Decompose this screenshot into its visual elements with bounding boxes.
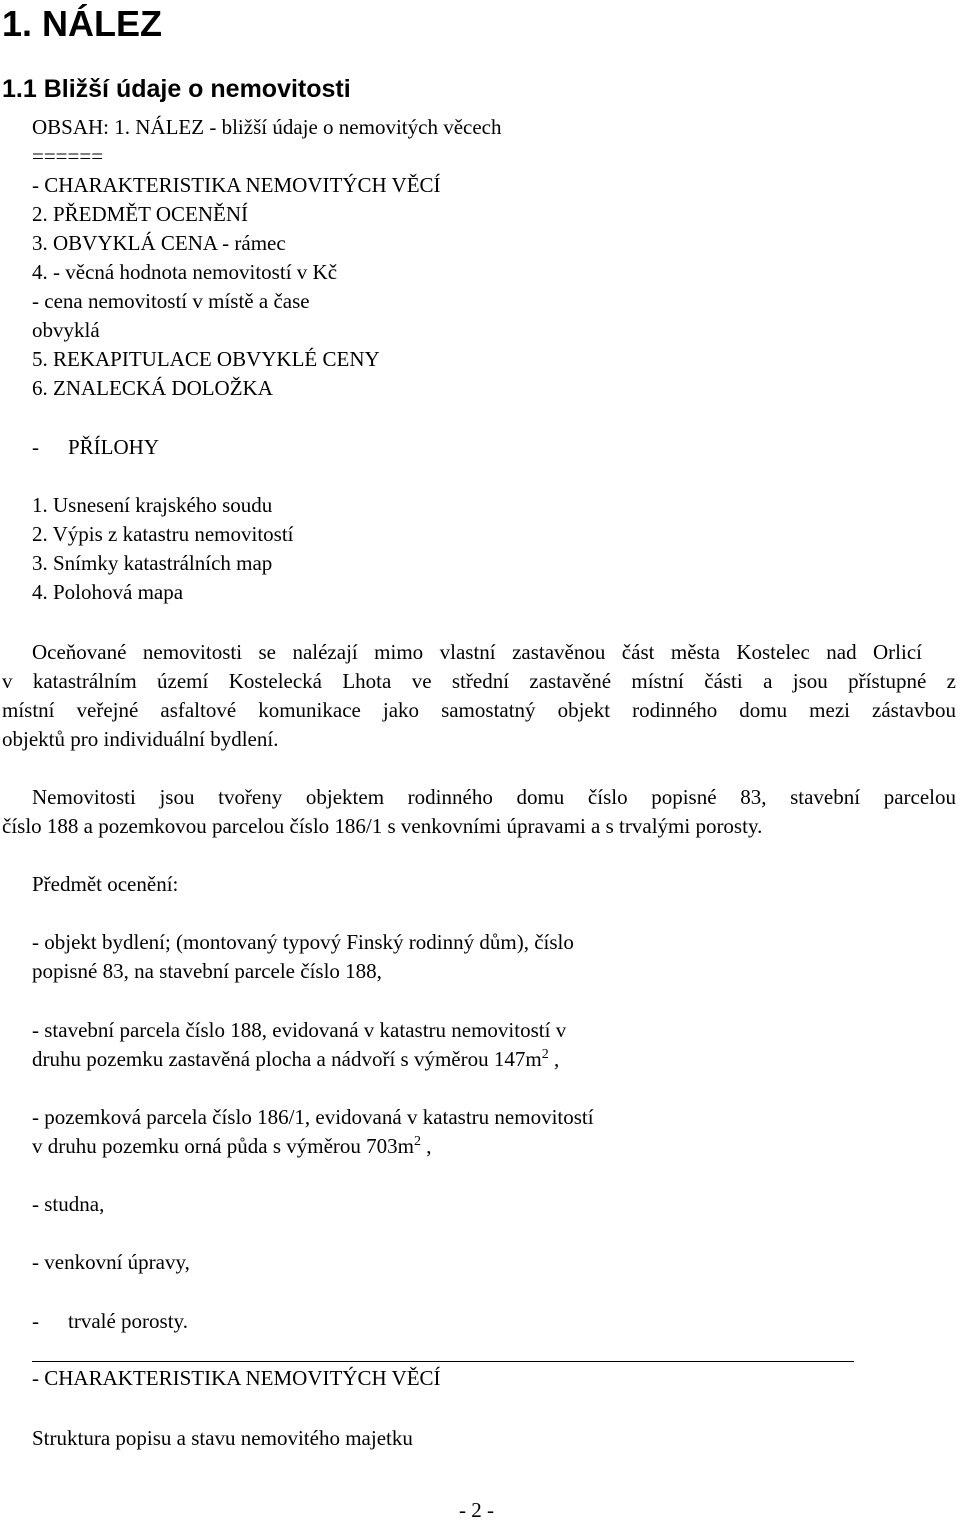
paragraph-property-line: číslo 188 a pozemkovou parcelou číslo 186/1 s venkovními úpravami a s trvalými porosty. — [2, 814, 763, 838]
subject-item-line: - venkovní úpravy, — [32, 1250, 190, 1274]
subject-item-line: - pozemková parcela číslo 186/1, evidovaná v katastru nemovitostí — [32, 1105, 594, 1129]
subject-item-line: druhu pozemku zastavěná plocha a nádvoří s výměrou $147m^2$ , — [32, 1047, 560, 1071]
paragraph-location-line: Oceňované nemovitosti se nalézají mimo vlastní zastavěnou část města Kostelec nad Orlicí — [32, 640, 922, 664]
attachment-item: 2. Výpis z katastru nemovitostí — [32, 522, 294, 546]
contents-line: 3. OBVYKLÁ CENA - rámec — [32, 231, 286, 255]
subject-item-line: trvalé porosty. — [68, 1309, 188, 1333]
contents-line: 6. ZNALECKÁ DOLOŽKA — [32, 376, 273, 400]
contents-line: - CHARAKTERISTIKA NEMOVITÝCH VĚCÍ — [32, 173, 441, 197]
section-subtitle: Struktura popisu a stavu nemovitého majetku — [32, 1426, 413, 1450]
contents-line: 4. - věcná hodnota nemovitostí v Kč — [32, 260, 338, 284]
contents-line: obvyklá — [32, 318, 100, 342]
attachments-dash: - — [32, 435, 39, 459]
subject-item-line: - objekt bydlení; (montovaný typový Finský rodinný dům), číslo — [32, 930, 574, 954]
horizontal-rule — [32, 1361, 854, 1362]
attachment-item: 1. Usnesení krajského soudu — [32, 493, 273, 517]
contents-line: 2. PŘEDMĚT OCENĚNÍ — [32, 202, 249, 226]
contents-line: - cena nemovitostí v místě a čase — [32, 289, 310, 313]
paragraph-location-line: v katastrálním území Kostelecká Lhota ve střední zastavěné místní části a jsou přístupné z — [2, 669, 956, 693]
subject-item-dash: - — [32, 1309, 39, 1333]
paragraph-location-line: objektů pro individuální bydlení. — [2, 727, 279, 751]
contents-line: 5. REKAPITULACE OBVYKLÉ CENY — [32, 347, 380, 371]
subject-item-line: v druhu pozemku orná půda s výměrou $703m^2$ , — [32, 1134, 432, 1158]
attachment-item: 3. Snímky katastrálních map — [32, 551, 273, 575]
contents-line: OBSAH: 1. NÁLEZ - bližší údaje o nemovitých věcech — [32, 115, 502, 139]
paragraph-property-line: Nemovitosti jsou tvořeny objektem rodinného domu číslo popisné 83, stavební parcelou — [32, 785, 956, 809]
heading-1: 1. NÁLEZ — [2, 3, 163, 44]
contents-line: ====== — [32, 144, 104, 168]
subject-item-line: - studna, — [32, 1192, 105, 1216]
subject-heading: Předmět ocenění: — [32, 872, 179, 896]
attachments-heading: PŘÍLOHY — [68, 435, 160, 459]
heading-1-1: 1.1 Bližší údaje o nemovitosti — [2, 75, 351, 103]
subject-item-line: - stavební parcela číslo 188, evidovaná v katastru nemovitostí v — [32, 1018, 567, 1042]
paragraph-location-line: místní veřejné asfaltové komunikace jako samostatný objekt rodinného domu mezi zástavbou — [2, 698, 956, 722]
subject-item-line: popisné 83, na stavební parcele číslo 188, — [32, 959, 382, 983]
section-heading: - CHARAKTERISTIKA NEMOVITÝCH VĚCÍ — [32, 1366, 441, 1390]
attachment-item: 4. Polohová mapa — [32, 580, 184, 604]
page-number: - 2 - — [459, 1498, 494, 1522]
